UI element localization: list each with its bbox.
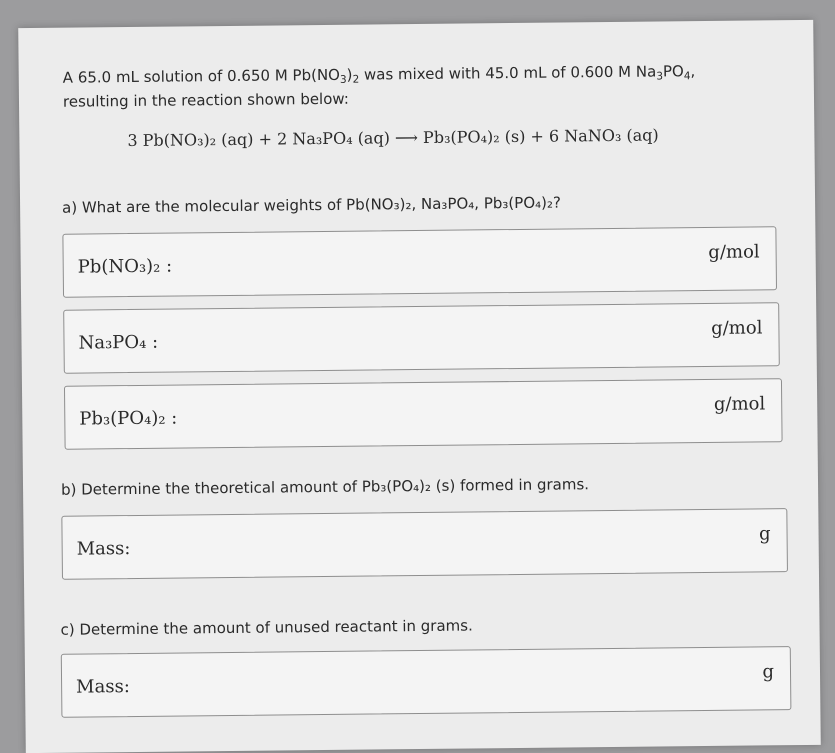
part-b-question: b) Determine the theoretical amount of Pb₃(PO₄)₂ (s) formed in grams. [60,475,590,499]
part-c-question: c) Determine the amount of unused reactant in grams. [60,616,473,639]
unused-reactant-mass-label: Mass: [76,676,130,698]
intro-line-1: A 65.0 mL solution of 0.650 M $Pb(NO_3)_2$ was mixed with 45.0 mL of 0.600 M $Na_3PO_4$, [62,62,696,87]
mw-pbno32-label: Pb(NO₃)₂ : [77,255,173,278]
theoretical-mass-label: Mass: [76,538,131,560]
reaction-equation: 3 Pb(NO₃)₂ (aq) + 2 Na₃PO₄ (aq) ⟶ Pb₃(PO₄)₂ (s) + 6 NaNO₃ (aq) [127,125,659,151]
mw-na3po4-label: Na₃PO₄ : [78,331,159,354]
unused-reactant-mass-unit: g [762,661,775,683]
intro-line-2: resulting in the reaction shown below: [62,89,349,111]
mw-na3po4-field[interactable] [63,302,780,373]
theoretical-mass-field[interactable] [61,508,788,580]
mw-pbno32-unit: g/mol [708,241,760,263]
mw-pb3po42-label: Pb₃(PO₄)₂ : [79,407,178,430]
unused-reactant-mass-field[interactable] [61,646,792,718]
mw-pb3po42-unit: g/mol [713,393,766,415]
theoretical-mass-unit: g [758,523,771,545]
mw-pbno32-field[interactable] [62,226,777,297]
part-a-question: a) What are the molecular weights of Pb(NO₃)₂, Na₃PO₄, Pb₃(PO₄)₂? [62,193,562,217]
mw-na3po4-unit: g/mol [711,317,763,339]
mw-pb3po42-field[interactable] [64,378,783,450]
worksheet-page [18,20,821,753]
